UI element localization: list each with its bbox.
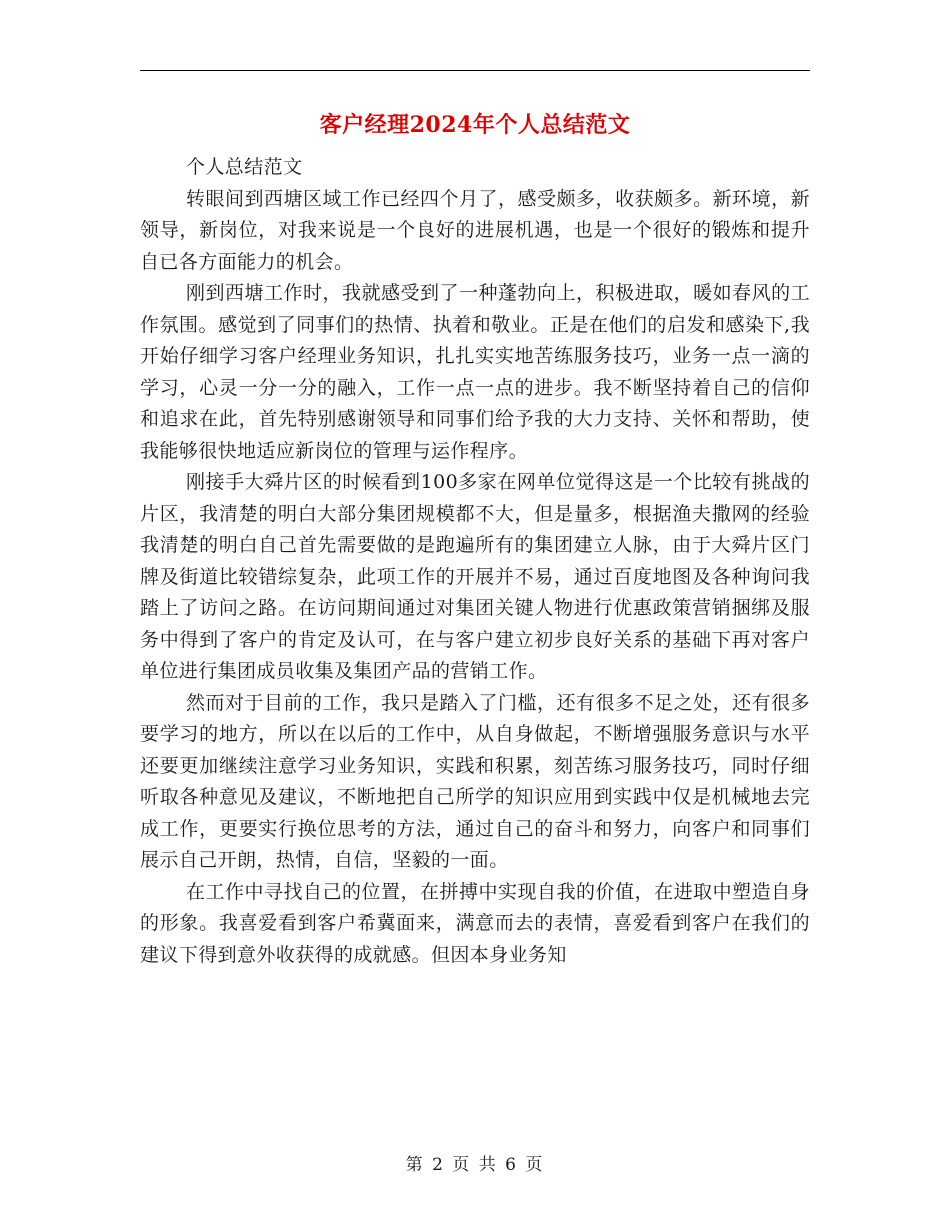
document-title: 客户经理2024年个人总结范文 xyxy=(319,112,631,138)
paragraph-3: 刚接手大舜片区的时候看到100多家在网单位觉得这是一个比较有挑战的片区，我清楚的明白大部分集团规模都不大，但是量多，根据渔夫撒网的经验我清楚的明白自己首先需要做的是跑遍所有的集团建立人脉，由于大舜片区门牌及街道比较错综复杂，此项工作的开展并不易，通过百度地图及各种询问我踏上了访问之路。在访问期间通过对集团关键人物进行优惠政策营销捆绑及服务中得到了客户的肯定及认可，在与客户建立初步良好关系的基础下再对客户单位进行集团成员收集及集团产品的营销工作。 xyxy=(140,471,810,682)
paragraph-2: 刚到西塘工作时，我就感受到了一种蓬勃向上，积极进取，暖如春风的工作氛围。感觉到了同事们的热情、执着和敬业。正是在他们的启发和感染下,我开始仔细学习客户经理业务知识，扎扎实实地苦练服务技巧，业务一点一滴的学习，心灵一分一分的融入，工作一点一点的进步。我不断坚持着自己的信仰和追求在此，首先特别感谢领导和同事们给予我的大力支持、关怀和帮助，使我能够很快地适应新岗位的管理与运作程序。 xyxy=(140,282,810,462)
header-rule xyxy=(140,70,810,71)
paragraph-1: 转眼间到西塘区域工作已经四个月了，感受颇多，收获颇多。新环境，新领导，新岗位，对我来说是一个良好的进展机遇，也是一个很好的锻炼和提升自已各方面能力的机会。 xyxy=(140,187,810,273)
document-subtitle: 个人总结范文 xyxy=(186,156,303,178)
paragraph-5: 在工作中寻找自己的位置，在拼搏中实现自我的价值，在进取中塑造自身的形象。我喜爱看到客户希冀面来，满意而去的表情，喜爱看到客户在我们的建议下得到意外收获得的成就感。但因本身业务知 xyxy=(140,880,810,966)
page-footer: 第 2 页 共 6 页 xyxy=(405,1155,545,1175)
document-body xyxy=(140,152,810,971)
paragraph-4: 然而对于目前的工作，我只是踏入了门槛，还有很多不足之处，还有很多要学习的地方，所以在以后的工作中，从自身做起，不断增强服务意识与水平还要更加继续注意学习业务知识，实践和积累，刻苦练习服务技巧，同时仔细听取各种意见及建议，不断地把自己所学的知识应用到实践中仅是机械地去完成工作，更要实行换位思考的方法，通过自己的奋斗和努力，向客户和同事们展示自己开朗，热情，自信，坚毅的一面。 xyxy=(140,691,810,871)
